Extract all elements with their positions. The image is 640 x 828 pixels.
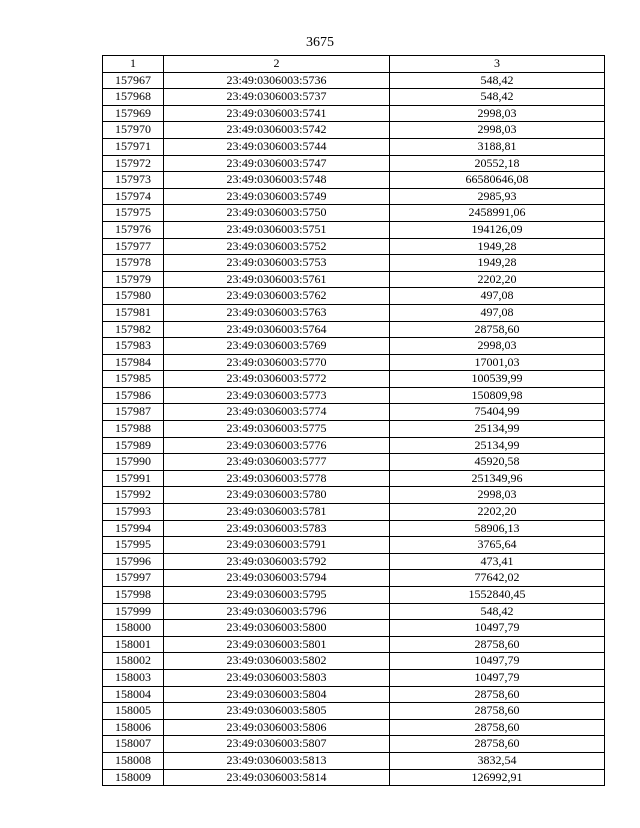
cadastral-number-cell: 23:49:0306003:5806 (164, 719, 390, 736)
cadastral-number-cell: 23:49:0306003:5753 (164, 255, 390, 272)
table-row (103, 520, 605, 537)
row-number-cell: 157986 (103, 387, 164, 404)
row-number-cell: 157988 (103, 421, 164, 438)
row-number-cell: 158001 (103, 636, 164, 653)
value-cell: 1949,28 (390, 255, 605, 272)
value-cell: 2202,20 (390, 504, 605, 521)
cadastral-number-cell: 23:49:0306003:5736 (164, 72, 390, 89)
row-number-cell: 157970 (103, 122, 164, 139)
table-row (103, 255, 605, 272)
value-cell: 3765,64 (390, 537, 605, 554)
cadastral-number-cell: 23:49:0306003:5764 (164, 321, 390, 338)
table-row (103, 205, 605, 222)
value-cell: 10497,79 (390, 653, 605, 670)
value-cell: 66580646,08 (390, 172, 605, 189)
value-cell: 58906,13 (390, 520, 605, 537)
cadastral-number-cell: 23:49:0306003:5773 (164, 387, 390, 404)
value-cell: 2458991,06 (390, 205, 605, 222)
value-cell: 28758,60 (390, 321, 605, 338)
table-row (103, 769, 605, 786)
cadastral-number-cell: 23:49:0306003:5783 (164, 520, 390, 537)
table-row (103, 238, 605, 255)
cadastral-number-cell: 23:49:0306003:5742 (164, 122, 390, 139)
cadastral-number-cell: 23:49:0306003:5804 (164, 686, 390, 703)
table-row (103, 603, 605, 620)
table-row (103, 487, 605, 504)
row-number-cell: 157989 (103, 437, 164, 454)
table-row (103, 470, 605, 487)
row-number-cell: 157995 (103, 537, 164, 554)
row-number-cell: 157971 (103, 138, 164, 155)
table-row (103, 719, 605, 736)
table-row (103, 620, 605, 637)
value-cell: 25134,99 (390, 421, 605, 438)
value-cell: 3188,81 (390, 138, 605, 155)
value-cell: 3832,54 (390, 752, 605, 769)
table-row (103, 653, 605, 670)
row-number-cell: 158009 (103, 769, 164, 786)
value-cell: 2985,93 (390, 188, 605, 205)
column-header-3: 3 (390, 56, 605, 73)
cadastral-number-cell: 23:49:0306003:5792 (164, 553, 390, 570)
cadastral-number-cell: 23:49:0306003:5803 (164, 669, 390, 686)
row-number-cell: 157985 (103, 371, 164, 388)
cadastral-number-cell: 23:49:0306003:5777 (164, 454, 390, 471)
table-row (103, 89, 605, 106)
value-cell: 194126,09 (390, 221, 605, 238)
row-number-cell: 158008 (103, 752, 164, 769)
cadastral-number-cell: 23:49:0306003:5814 (164, 769, 390, 786)
value-cell: 548,42 (390, 89, 605, 106)
row-number-cell: 157978 (103, 255, 164, 272)
table-row (103, 172, 605, 189)
table-row (103, 354, 605, 371)
row-number-cell: 157974 (103, 188, 164, 205)
table-row (103, 304, 605, 321)
cadastral-number-cell: 23:49:0306003:5751 (164, 221, 390, 238)
table-row (103, 188, 605, 205)
table-row (103, 271, 605, 288)
column-header-1: 1 (103, 56, 164, 73)
table-row (103, 371, 605, 388)
value-cell: 10497,79 (390, 620, 605, 637)
row-number-cell: 157972 (103, 155, 164, 172)
table-row (103, 404, 605, 421)
row-number-cell: 158002 (103, 653, 164, 670)
cadastral-number-cell: 23:49:0306003:5794 (164, 570, 390, 587)
value-cell: 2998,03 (390, 122, 605, 139)
value-cell: 20552,18 (390, 155, 605, 172)
cadastral-number-cell: 23:49:0306003:5763 (164, 304, 390, 321)
value-cell: 251349,96 (390, 470, 605, 487)
table-row (103, 636, 605, 653)
table-row (103, 454, 605, 471)
row-number-cell: 158000 (103, 620, 164, 637)
table-row (103, 122, 605, 139)
table-row (103, 553, 605, 570)
row-number-cell: 158004 (103, 686, 164, 703)
data-table (102, 55, 605, 786)
table-row (103, 504, 605, 521)
cadastral-number-cell: 23:49:0306003:5761 (164, 271, 390, 288)
cadastral-number-cell: 23:49:0306003:5800 (164, 620, 390, 637)
row-number-cell: 158007 (103, 736, 164, 753)
row-number-cell: 157973 (103, 172, 164, 189)
row-number-cell: 157998 (103, 587, 164, 604)
row-number-cell: 157980 (103, 288, 164, 305)
cadastral-number-cell: 23:49:0306003:5770 (164, 354, 390, 371)
table-row (103, 421, 605, 438)
row-number-cell: 158006 (103, 719, 164, 736)
cadastral-number-cell: 23:49:0306003:5744 (164, 138, 390, 155)
cadastral-number-cell: 23:49:0306003:5752 (164, 238, 390, 255)
table-row (103, 138, 605, 155)
cadastral-number-cell: 23:49:0306003:5748 (164, 172, 390, 189)
value-cell: 497,08 (390, 288, 605, 305)
value-cell: 25134,99 (390, 437, 605, 454)
row-number-cell: 157993 (103, 504, 164, 521)
row-number-cell: 157975 (103, 205, 164, 222)
table-row (103, 387, 605, 404)
row-number-cell: 157984 (103, 354, 164, 371)
cadastral-number-cell: 23:49:0306003:5802 (164, 653, 390, 670)
value-cell: 28758,60 (390, 736, 605, 753)
cadastral-number-cell: 23:49:0306003:5741 (164, 105, 390, 122)
row-number-cell: 157990 (103, 454, 164, 471)
cadastral-number-cell: 23:49:0306003:5747 (164, 155, 390, 172)
row-number-cell: 158003 (103, 669, 164, 686)
cadastral-number-cell: 23:49:0306003:5791 (164, 537, 390, 554)
value-cell: 28758,60 (390, 719, 605, 736)
table-row (103, 155, 605, 172)
table-row (103, 437, 605, 454)
cadastral-number-cell: 23:49:0306003:5781 (164, 504, 390, 521)
cadastral-number-cell: 23:49:0306003:5749 (164, 188, 390, 205)
row-number-cell: 157999 (103, 603, 164, 620)
cadastral-number-cell: 23:49:0306003:5737 (164, 89, 390, 106)
row-number-cell: 157976 (103, 221, 164, 238)
value-cell: 28758,60 (390, 636, 605, 653)
row-number-cell: 157982 (103, 321, 164, 338)
row-number-cell: 157991 (103, 470, 164, 487)
cadastral-number-cell: 23:49:0306003:5774 (164, 404, 390, 421)
cadastral-number-cell: 23:49:0306003:5796 (164, 603, 390, 620)
table-row (103, 321, 605, 338)
cadastral-number-cell: 23:49:0306003:5780 (164, 487, 390, 504)
row-number-cell: 157981 (103, 304, 164, 321)
value-cell: 2202,20 (390, 271, 605, 288)
table-header-row (103, 56, 605, 73)
cadastral-number-cell: 23:49:0306003:5807 (164, 736, 390, 753)
value-cell: 548,42 (390, 603, 605, 620)
row-number-cell: 158005 (103, 703, 164, 720)
cadastral-number-cell: 23:49:0306003:5772 (164, 371, 390, 388)
cadastral-number-cell: 23:49:0306003:5805 (164, 703, 390, 720)
table-row (103, 105, 605, 122)
table-row (103, 288, 605, 305)
cadastral-number-cell: 23:49:0306003:5775 (164, 421, 390, 438)
row-number-cell: 157983 (103, 338, 164, 355)
table-row (103, 703, 605, 720)
table-body (103, 72, 605, 786)
value-cell: 2998,03 (390, 105, 605, 122)
row-number-cell: 157994 (103, 520, 164, 537)
value-cell: 1552840,45 (390, 587, 605, 604)
value-cell: 548,42 (390, 72, 605, 89)
value-cell: 497,08 (390, 304, 605, 321)
row-number-cell: 157996 (103, 553, 164, 570)
row-number-cell: 157968 (103, 89, 164, 106)
value-cell: 150809,98 (390, 387, 605, 404)
value-cell: 126992,91 (390, 769, 605, 786)
table-row (103, 537, 605, 554)
row-number-cell: 157979 (103, 271, 164, 288)
value-cell: 45920,58 (390, 454, 605, 471)
table-row (103, 587, 605, 604)
value-cell: 28758,60 (390, 686, 605, 703)
value-cell: 75404,99 (390, 404, 605, 421)
value-cell: 17001,03 (390, 354, 605, 371)
column-header-2: 2 (164, 56, 390, 73)
row-number-cell: 157997 (103, 570, 164, 587)
table-row (103, 686, 605, 703)
cadastral-number-cell: 23:49:0306003:5795 (164, 587, 390, 604)
value-cell: 473,41 (390, 553, 605, 570)
table-row (103, 752, 605, 769)
page-number: 3675 (306, 35, 334, 50)
table-row (103, 570, 605, 587)
table-row (103, 72, 605, 89)
row-number-cell: 157969 (103, 105, 164, 122)
value-cell: 1949,28 (390, 238, 605, 255)
cadastral-number-cell: 23:49:0306003:5801 (164, 636, 390, 653)
value-cell: 10497,79 (390, 669, 605, 686)
value-cell: 77642,02 (390, 570, 605, 587)
table-row (103, 221, 605, 238)
row-number-cell: 157977 (103, 238, 164, 255)
cadastral-number-cell: 23:49:0306003:5762 (164, 288, 390, 305)
cadastral-number-cell: 23:49:0306003:5776 (164, 437, 390, 454)
cadastral-number-cell: 23:49:0306003:5778 (164, 470, 390, 487)
cadastral-number-cell: 23:49:0306003:5769 (164, 338, 390, 355)
value-cell: 2998,03 (390, 338, 605, 355)
table-row (103, 736, 605, 753)
value-cell: 100539,99 (390, 371, 605, 388)
row-number-cell: 157967 (103, 72, 164, 89)
value-cell: 28758,60 (390, 703, 605, 720)
row-number-cell: 157992 (103, 487, 164, 504)
cadastral-number-cell: 23:49:0306003:5750 (164, 205, 390, 222)
row-number-cell: 157987 (103, 404, 164, 421)
table-row (103, 338, 605, 355)
cadastral-number-cell: 23:49:0306003:5813 (164, 752, 390, 769)
value-cell: 2998,03 (390, 487, 605, 504)
table-row (103, 669, 605, 686)
